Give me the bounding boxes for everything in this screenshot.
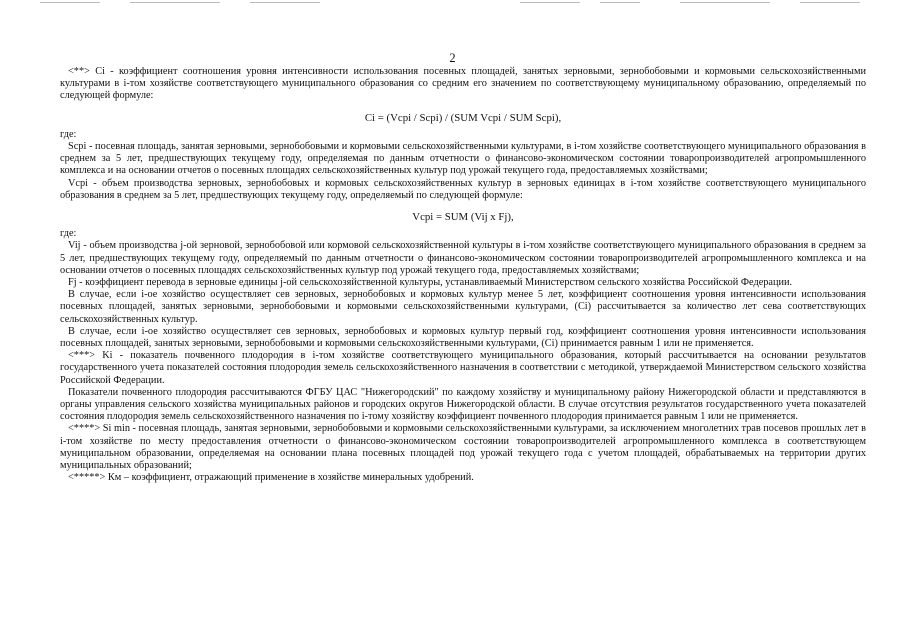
paragraph: В случае, если i-ое хозяйство осуществляет сев зерновых, зернобобовых и кормовых культур менее 5 лет, коэффициент соотношения уровня интенсивности использования посевных площадей, занятых зерновыми, зернобобовыми и кормовыми сельскохозяйственными культурами, (Ci) рассчитывается за количество лет сева соответствующих сельскохозяйственных культур. — [60, 289, 866, 325]
where-label: где: — [60, 128, 77, 140]
paragraph: Показатели почвенного плодородия рассчитываются ФГБУ ЦАС "Нижегородский" по каждому хозяйству и муниципальному району Нижегородской области и представляются в органы управления сельского хозяйства муниципальных районов и городских округов Нижегородской области. В случае отсутствия результатов государственного учета показателей состояния плодородия земель сельскохозяйственного назначения по i-тому хозяйству коэффициент почвенного плодородия принимается равным 1 или не применяется. — [60, 386, 866, 423]
where-label: где: — [60, 228, 77, 240]
paragraph: Fj - коэффициент перевода в зерновые единицы j-ой сельскохозяйственной культуры, устанавливаемый Министерством сельского хозяйства Российской Федерации. — [68, 277, 793, 289]
paragraph: <*****> Км – коэффициент, отражающий применение в хозяйстве минеральных удобрений. — [68, 472, 474, 484]
paragraph: <***> Ki - показатель почвенного плодородия в i-том хозяйстве соответствующего муниципального образования, который рассчитывается на основании результатов государственного учета показателей состояния плодородия земель сельскохозяйственного назначения в соответствии с методикой, утверждаемой Министерством сельского хозяйства Российской Федерации. — [60, 350, 866, 386]
formula: Vcpi = SUM (Vij x Fj), — [412, 211, 514, 224]
paragraph: Vcpi - объем производства зерновых, зернобобовых и кормовых сельскохозяйственных культур в зерновых единицах в i-том хозяйстве соответствующего муниципального образования в среднем за 5 лет, предшествующих текущему году, определяемый по следующей формуле: — [60, 177, 866, 201]
paragraph: В случае, если i-ое хозяйство осуществляет сев зерновых, зернобобовых и кормовых культур первый год, коэффициент соотношения уровня интенсивности использования посевных площадей, занятых зерновыми, зернобобовыми и кормовыми сельскохозяйственными культурами, (Ci) принимается равным 1 или не применяется. — [60, 325, 866, 350]
paragraph: Scpi - посевная площадь, занятая зерновыми, зернобобовыми и кормовыми сельскохозяйственными культурами, в i-том хозяйстве соответствующего муниципального образования в среднем за 5 лет, предшествующих текущему году, определяемая по данным отчетности о финансово-экономическом состоянии товаропроизводителей агропромышленного комплекса и на основании отчетов о посевных площадях сельскохозяйственных культур под урожай текущего года, предоставляемых хозяйствами; — [60, 141, 866, 177]
page-number: 2 — [449, 51, 456, 65]
formula: Ci = (Vcpi / Scpi) / (SUM Vcpi / SUM Scpi), — [364, 111, 562, 124]
paragraph: Vij - объем производства j-ой зерновой, зернобобовой или кормовой сельскохозяйственной культуры в i-том хозяйстве соответствующего муниципального образования в среднем за 5 лет, предшествующих текущему году, определяемый по данным отчетности о финансово-экономическом состоянии товаропроизводителей агропромышленного комплекса и на основании отчетов о посевных площадях сельскохозяйственных культур под урожай текущего года, предоставляемых хозяйствами; — [60, 240, 866, 276]
paragraph: <**> Ci - коэффициент соотношения уровня интенсивности использования посевных площадей, занятых зерновыми, зернобобовыми и кормовыми сельскохозяйственными культурами в i-том хозяйстве соответствующего муниципального образования со средним его значением по соответствующему муниципальному образованию, определяемый по следующей формуле: — [60, 66, 866, 102]
scan-top-edge — [0, 0, 905, 6]
document-body — [60, 66, 866, 485]
paragraph: <****> Si min - посевная площадь, занятая зерновыми, зернобобовыми и кормовыми сельскохозяйственными культурами, за исключением многолетних трав посевов прошлых лет в i-том хозяйстве по месту предоставления отчетности о финансово-экономическом состоянии товаропроизводителей агропромышленного комплекса в соответствующем муниципальном образовании, определяемая на основании плана посевных площадей под урожай текущего года с учетом площадей, обрабатываемых на территории других муниципальных образований; — [60, 423, 866, 472]
